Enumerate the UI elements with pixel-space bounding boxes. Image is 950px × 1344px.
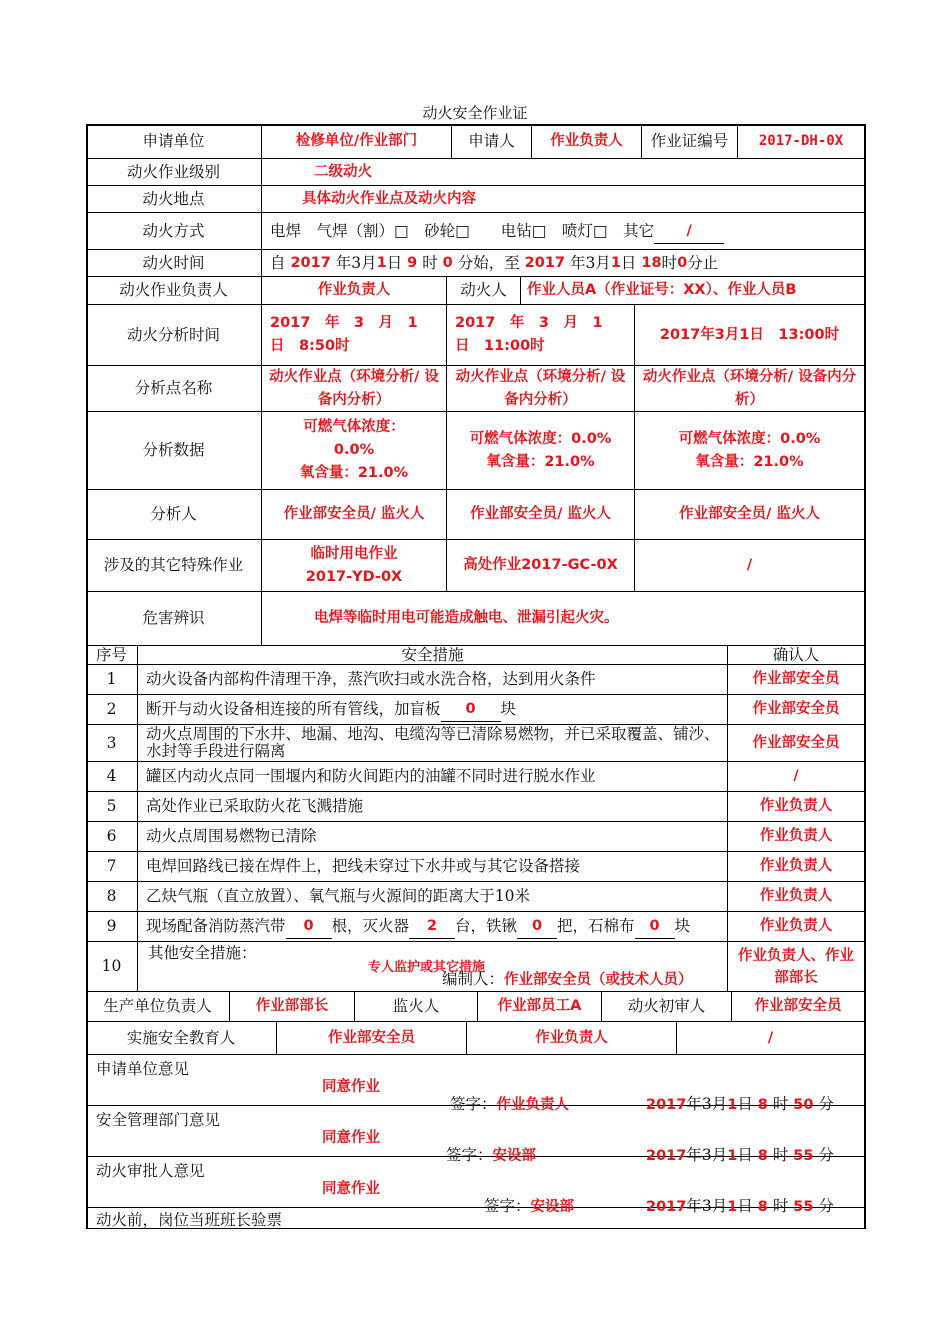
special-1[interactable]: 临时用电作业 2017-YD-0X <box>262 540 447 592</box>
analysis-point-label: 分析点名称 <box>86 366 262 412</box>
steam-count[interactable] <box>286 914 332 939</box>
initial-label: 动火初审人 <box>602 992 732 1022</box>
permit-no-text: 2017-DH-0X <box>758 132 844 149</box>
hazard-value[interactable]: 电焊等临时用电可能造成触电、泄漏引起火灾。 <box>262 592 864 646</box>
analysis-time-2[interactable]: 2017 年 3 月 1 日 11:00时 <box>447 305 635 366</box>
measures-no-header: 序号 <box>86 646 138 665</box>
oxygen-2: 氧含量：21.0% <box>486 453 595 470</box>
shovel-value: 0 <box>532 918 543 934</box>
date-month: 年3月 <box>686 1197 728 1215</box>
analysis-data-label: 分析数据 <box>86 412 262 490</box>
level-label: 动火作业级别 <box>86 159 262 186</box>
location-label: 动火地点 <box>86 186 262 213</box>
analyst-3[interactable]: 作业部安全员/ 监火人 <box>635 490 864 540</box>
measure-confirmer[interactable]: 作业负责人 <box>728 882 864 912</box>
blind-plate-value: 0 <box>465 701 476 717</box>
analysis-time-label: 动火分析时间 <box>86 305 262 366</box>
measure-other[interactable] <box>138 942 728 992</box>
analyst-2[interactable]: 作业部安全员/ 监火人 <box>447 490 635 540</box>
start-year: 2017 <box>290 254 331 271</box>
end-day-suffix: 日 <box>620 253 637 272</box>
worker-label: 动火人 <box>447 277 521 305</box>
document-title: 动火安全作业证 <box>422 104 528 122</box>
date-minute-suffix: 分 <box>818 1146 834 1164</box>
time-label: 动火时间 <box>86 250 262 277</box>
approver-opinion <box>86 1157 864 1215</box>
production-value[interactable]: 作业部部长 <box>230 992 355 1022</box>
analyst-label: 分析人 <box>86 490 262 540</box>
date-minute: 50 <box>793 1097 814 1113</box>
date-hour: 8 <box>757 1148 768 1164</box>
analysis-data-1[interactable] <box>262 412 447 490</box>
start-hour-suffix: 时 <box>422 253 438 272</box>
blind-plate-count[interactable] <box>441 697 501 722</box>
gas-label-1: 可燃气体浓度： <box>303 419 405 435</box>
analysis-point-1[interactable]: 动火作业点（环境分析/ 设备内分析） <box>262 366 447 412</box>
measure-no: 7 <box>86 852 138 882</box>
measure-confirmer[interactable]: 作业负责人 <box>728 912 864 942</box>
education-label: 实施安全教育人 <box>86 1022 277 1055</box>
date-hour-suffix: 时 <box>772 1197 789 1215</box>
analysis-time-3[interactable]: 2017年3月1日 13:00时 <box>635 305 864 366</box>
end-hour-suffix: 时 <box>661 253 678 272</box>
measure-confirmer[interactable]: 作业负责人 <box>728 822 864 852</box>
end-day: 1 <box>610 254 621 271</box>
cloth-count[interactable] <box>635 914 675 939</box>
other-measure-label: 其他安全措施： <box>148 944 257 962</box>
date-hour: 8 <box>757 1097 768 1113</box>
cloth-unit: 块 <box>674 917 691 935</box>
location-value[interactable]: 具体动火作业点及动火内容 <box>262 186 864 213</box>
date-month: 年3月 <box>686 1146 728 1164</box>
education-2[interactable]: 作业负责人 <box>467 1022 677 1055</box>
safety-opinion-label: 安全管理部门意见 <box>96 1111 221 1129</box>
leader-label: 动火作业负责人 <box>86 277 262 305</box>
safety-opinion-value[interactable]: 同意作业 <box>322 1130 380 1146</box>
start-hour: 9 <box>407 254 418 271</box>
analysis-data-3[interactable] <box>635 412 864 490</box>
permit-no-value[interactable] <box>738 124 864 159</box>
end-hour: 18 <box>641 254 662 271</box>
special-label: 涉及的其它特殊作业 <box>86 540 262 592</box>
analysis-time-1[interactable]: 2017 年 3 月 1 日 8:50时 <box>262 305 447 366</box>
applicant-label: 申请人 <box>452 124 532 159</box>
end-min-suffix: 分止 <box>687 253 719 272</box>
measure-text <box>138 912 728 942</box>
method-value[interactable] <box>262 213 864 250</box>
date-minute: 55 <box>793 1148 814 1164</box>
measure-text: 电焊回路线已接在焊件上，把线未穿过下水井或与其它设备搭接 <box>138 852 728 882</box>
measure-text: 罐区内动火点同一围堰内和防火间距内的油罐不同时进行脱水作业 <box>138 762 728 792</box>
production-label: 生产单位负责人 <box>86 992 230 1022</box>
watch-label: 监火人 <box>355 992 478 1022</box>
analysis-data-2[interactable] <box>447 412 635 490</box>
maker-value: 作业部安全员（或技术人员） <box>504 972 693 988</box>
method-other-value: / <box>686 222 692 239</box>
method-options: 电焊 气焊（割）□ 砂轮□ 电钻□ 喷灯□ 其它 <box>270 221 655 240</box>
gas-3: 可燃气体浓度：0.0% <box>678 430 821 447</box>
method-other[interactable] <box>654 219 724 244</box>
sign-value: 作业负责人 <box>496 1097 570 1113</box>
start-day: 1 <box>376 254 387 271</box>
education-3[interactable]: / <box>677 1022 864 1055</box>
measure-text: 乙炔气瓶（直立放置）、氧气瓶与火源间的距离大于10米 <box>138 882 728 912</box>
end-year: 2017 <box>524 254 565 271</box>
date-day: 1 <box>727 1148 738 1164</box>
date-hour-suffix: 时 <box>772 1146 789 1164</box>
measure-text: 动火点周围易燃物已清除 <box>138 822 728 852</box>
special-2[interactable]: 高处作业2017-GC-0X <box>447 540 635 592</box>
analyst-1[interactable]: 作业部安全员/ 监火人 <box>262 490 447 540</box>
date-day: 1 <box>727 1097 738 1113</box>
date-day: 1 <box>727 1199 738 1215</box>
measure-text: 动火点周围的下水井、地漏、地沟、电缆沟等已清除易燃物，并已采取覆盖、铺沙、水封等手段进行隔离 <box>138 725 728 762</box>
extinguisher-value: 2 <box>426 918 438 934</box>
date-month: 年3月 <box>686 1095 728 1113</box>
date-day-suffix: 日 <box>737 1095 753 1113</box>
sign-label: 签字： <box>484 1197 531 1215</box>
date-year: 2017 <box>646 1097 687 1113</box>
approver-opinion-label: 动火审批人意见 <box>96 1162 205 1180</box>
oxygen-1: 氧含量：21.0% <box>299 465 409 481</box>
measure-no: 9 <box>86 912 138 942</box>
applicant-value[interactable]: 作业负责人 <box>532 124 642 159</box>
measure-no: 6 <box>86 822 138 852</box>
measure-no: 3 <box>86 725 138 762</box>
sign-value: 安设部 <box>530 1199 575 1215</box>
measure-2-text: 断开与动火设备相连接的所有管线，加盲板 <box>146 700 441 718</box>
date-hour-suffix: 时 <box>772 1095 789 1113</box>
date-hour: 8 <box>757 1199 768 1215</box>
measure-confirmer[interactable]: 作业负责人 <box>728 792 864 822</box>
final-check <box>86 1208 864 1228</box>
applicant-opinion-label: 申请单位意见 <box>96 1060 190 1078</box>
extinguisher-count[interactable] <box>409 914 455 939</box>
approver-opinion-value[interactable]: 同意作业 <box>322 1181 380 1197</box>
sign-label: 签字： <box>450 1095 497 1113</box>
shovel-count[interactable] <box>517 914 557 939</box>
applicant-unit-value[interactable]: 检修单位/作业部门 <box>262 124 452 159</box>
special-3[interactable]: / <box>635 540 864 592</box>
measure-no: 4 <box>86 762 138 792</box>
steam-label: 现场配备消防蒸汽带 <box>146 917 286 935</box>
other-measure-value: 专人监护或其它措施 <box>368 960 486 975</box>
start-mid: 年3月 <box>335 253 377 272</box>
measure-confirmer[interactable]: 作业部安全员 <box>728 695 864 725</box>
time-value[interactable] <box>262 250 864 277</box>
hazard-label: 危害辨识 <box>86 592 262 646</box>
shovel-label: 台，铁锹 <box>455 917 518 935</box>
date-minute: 55 <box>793 1199 814 1215</box>
permit-sheet <box>86 124 864 1228</box>
sign-label: 签字： <box>446 1146 493 1164</box>
date-day-suffix: 日 <box>737 1146 753 1164</box>
applicant-opinion-value[interactable]: 同意作业 <box>322 1079 380 1095</box>
date-minute-suffix: 分 <box>818 1095 834 1113</box>
measure-no: 10 <box>86 942 138 992</box>
start-min-suffix: 分始，至 <box>457 253 520 272</box>
cloth-label: 把，石棉布 <box>557 917 635 935</box>
education-1[interactable]: 作业部安全员 <box>277 1022 467 1055</box>
permit-no-label: 作业证编号 <box>642 124 738 159</box>
date-year: 2017 <box>646 1199 687 1215</box>
confirmer-header: 确认人 <box>728 646 864 665</box>
measure-confirmer[interactable]: 作业部安全员 <box>728 725 864 762</box>
measure-confirmer[interactable]: / <box>728 762 864 792</box>
date-day-suffix: 日 <box>737 1197 753 1215</box>
safety-dept-opinion <box>86 1106 864 1164</box>
worker-value[interactable]: 作业人员A（作业证号：XX）、作业人员B <box>521 277 864 305</box>
method-label: 动火方式 <box>86 213 262 250</box>
gas-value-1: 0.0% <box>333 442 375 458</box>
initial-value[interactable]: 作业部安全员 <box>732 992 864 1022</box>
cloth-value: 0 <box>649 918 660 934</box>
level-value[interactable]: 二级动火 <box>262 159 864 186</box>
measure-text: 动火设备内部构件清理干净，蒸汽吹扫或水洗合格，达到用火条件 <box>138 665 728 695</box>
applicant-opinion <box>86 1055 864 1113</box>
maker <box>442 968 693 992</box>
measure-confirmer[interactable]: 作业部安全员 <box>728 665 864 695</box>
end-mid: 年3月 <box>569 253 611 272</box>
blind-plate-unit: 块 <box>500 700 517 718</box>
measure-no: 8 <box>86 882 138 912</box>
end-min: 0 <box>677 254 688 271</box>
gas-2: 可燃气体浓度：0.0% <box>469 430 612 447</box>
leader-value[interactable]: 作业负责人 <box>262 277 447 305</box>
start-min: 0 <box>442 254 453 271</box>
oxygen-3: 氧含量：21.0% <box>695 453 804 470</box>
time-prefix: 自 <box>270 253 286 272</box>
measure-text: 高处作业已采取防火花飞溅措施 <box>138 792 728 822</box>
steam-value: 0 <box>303 918 314 934</box>
date-year: 2017 <box>646 1148 687 1164</box>
analysis-point-2[interactable]: 动火作业点（环境分析/ 设备内分析） <box>447 366 635 412</box>
extinguisher-label: 根，灭火器 <box>331 917 410 935</box>
measure-text <box>138 695 728 725</box>
date-minute-suffix: 分 <box>818 1197 834 1215</box>
measure-no: 2 <box>86 695 138 725</box>
measure-no: 1 <box>86 665 138 695</box>
measure-no: 5 <box>86 792 138 822</box>
final-check-label: 动火前，岗位当班班长验票 <box>96 1211 283 1229</box>
sign-value: 安设部 <box>492 1148 537 1164</box>
maker-label: 编制人： <box>442 970 505 988</box>
measures-header: 安全措施 <box>138 646 728 665</box>
watch-value[interactable]: 作业部员工A <box>478 992 602 1022</box>
analysis-point-3[interactable]: 动火作业点（环境分析/ 设备内分析） <box>635 366 864 412</box>
start-day-suffix: 日 <box>386 253 403 272</box>
applicant-unit-label: 申请单位 <box>86 124 262 159</box>
measure-confirmer[interactable]: 作业负责人 <box>728 852 864 882</box>
measure-confirmer[interactable]: 作业负责人、作业部部长 <box>728 942 864 992</box>
